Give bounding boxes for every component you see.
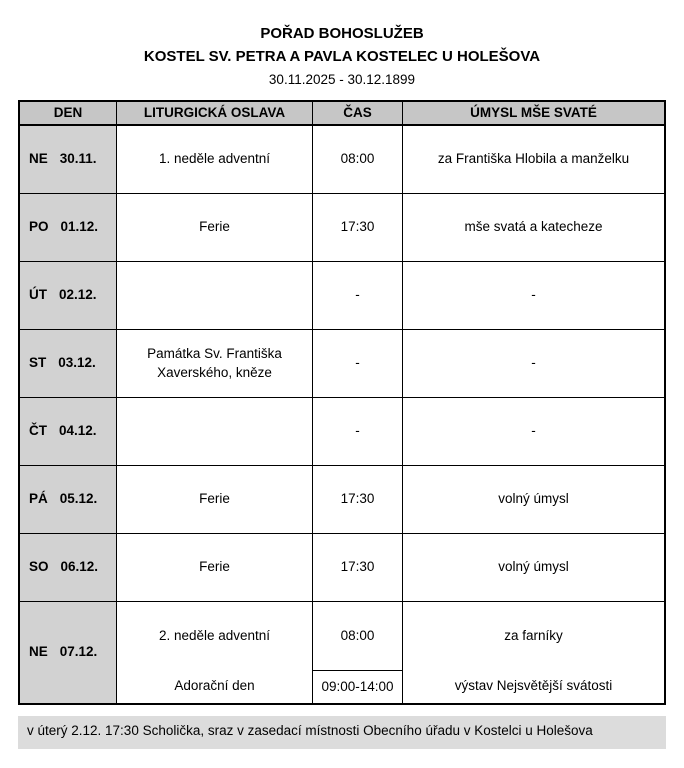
intention-cell xyxy=(403,602,664,703)
intention-cell: za Františka Hlobila a manželku xyxy=(437,151,630,167)
header-cell-oslava: LITURGICKÁ OSLAVA xyxy=(117,102,313,124)
intention-cell: mše svatá a katecheze xyxy=(464,219,603,235)
schedule-table xyxy=(18,100,666,705)
table-row xyxy=(20,534,664,602)
time-cell: 08:00 xyxy=(313,126,403,193)
header-cell-cas: ČAS xyxy=(313,102,403,124)
day-abbr: SO xyxy=(29,559,49,575)
celebration-cell: Památka Sv. Františka Xaverského, kněze xyxy=(117,330,313,397)
time-cell: - xyxy=(313,262,403,329)
celebration-cell: 1. neděle adventní xyxy=(117,126,313,193)
time-cell: - xyxy=(313,398,403,465)
table-row xyxy=(20,466,664,534)
celebration-secondary: Adorační den xyxy=(174,678,255,694)
day-date: 07.12. xyxy=(59,644,98,660)
day-date: 02.12. xyxy=(59,287,97,303)
table-row xyxy=(20,330,664,398)
table-row xyxy=(20,194,664,262)
day-cell xyxy=(20,126,117,193)
day-date: 04.12. xyxy=(59,423,97,439)
intention-cell: - xyxy=(531,423,536,439)
time-cell: 17:30 xyxy=(313,194,403,261)
time-cell: - xyxy=(313,330,403,397)
day-abbr: ST xyxy=(29,355,47,371)
day-date: 30.11. xyxy=(59,151,97,167)
page-title: POŘAD BOHOSLUŽEB xyxy=(260,25,424,42)
table-row xyxy=(20,126,664,194)
celebration-cell xyxy=(117,262,313,329)
day-abbr: NE xyxy=(29,151,48,167)
day-cell xyxy=(20,466,117,533)
celebration-primary: 2. neděle adventní xyxy=(158,627,271,643)
day-cell xyxy=(20,398,117,465)
celebration-cell xyxy=(117,398,313,465)
intention-cell: volný úmysl xyxy=(498,491,569,507)
day-abbr: ÚT xyxy=(29,287,47,303)
intention-cell: - xyxy=(531,355,536,371)
day-abbr: PÁ xyxy=(29,491,48,507)
celebration-cell: Ferie xyxy=(117,466,313,533)
time-secondary: 09:00-14:00 xyxy=(313,670,402,703)
table-row xyxy=(20,262,664,330)
day-date: 06.12. xyxy=(60,559,99,575)
header-cell-umysl: ÚMYSL MŠE SVATÉ xyxy=(470,105,597,120)
day-abbr: PO xyxy=(29,219,49,235)
celebration-cell: Ferie xyxy=(117,194,313,261)
day-abbr: ČT xyxy=(29,423,47,439)
time-primary: 08:00 xyxy=(340,627,375,643)
celebration-cell xyxy=(117,602,313,703)
celebration-cell: Ferie xyxy=(117,534,313,601)
table-row xyxy=(20,602,664,703)
header-cell-den: DEN xyxy=(20,102,117,124)
document-header xyxy=(0,0,684,87)
date-range: 30.11.2025 - 30.12.1899 xyxy=(268,72,416,87)
day-date: 05.12. xyxy=(59,491,98,507)
intention-cell: volný úmysl xyxy=(498,559,569,575)
time-cell: 17:30 xyxy=(313,466,403,533)
day-cell xyxy=(20,262,117,329)
day-abbr: NE xyxy=(29,644,48,660)
intention-primary: za farníky xyxy=(504,627,563,643)
table-header-row xyxy=(20,102,664,126)
page-subtitle: KOSTEL SV. PETRA A PAVLA KOSTELEC U HOLEŠOVA xyxy=(143,47,541,65)
day-cell xyxy=(20,194,117,261)
day-cell xyxy=(20,330,117,397)
day-date: 03.12. xyxy=(58,355,96,371)
footer-note: v úterý 2.12. 17:30 Scholička, sraz v zasedací místnosti Obecního úřadu v Kostelci u Holešova xyxy=(18,716,666,749)
table-row xyxy=(20,398,664,466)
intention-secondary: výstav Nejsvětější svátosti xyxy=(454,678,613,694)
intention-cell: - xyxy=(531,287,536,303)
time-cell xyxy=(313,602,403,703)
time-cell: 17:30 xyxy=(313,534,403,601)
day-cell xyxy=(20,602,117,703)
day-date: 01.12. xyxy=(60,219,99,235)
day-cell xyxy=(20,534,117,601)
